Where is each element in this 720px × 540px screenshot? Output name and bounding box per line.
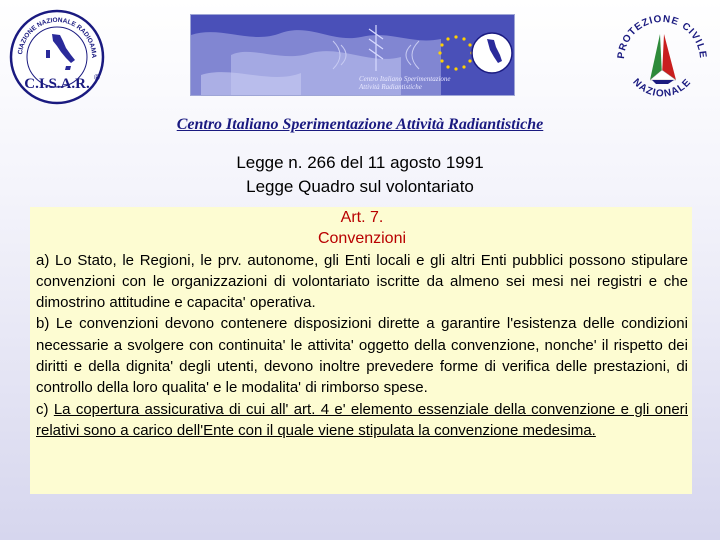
article-heading: Convenzioni [317,230,407,248]
banner-caption [359,75,509,91]
article-number: Art. 7. [340,209,384,226]
cisar-logo [8,8,106,106]
logo-text-bottom: NAZIONALE [630,76,694,100]
paragraph-b: b) Le convenzioni devono contenere disposizioni dirette a garantire l'esistenza delle condizioni necessarie a svolgere con continuita' le attivita' oggetto della convenzione, nonche' il rispetto dei diritti e della dignita' degli utenti, devono inoltre prevedere forme di verifica delle prestazioni, di controllo della loro qualita' e le modalita' di rimborso spese. [36,315,688,397]
svg-text:PROTEZIONE CIVILE [616,14,708,60]
cisar-ring-text: CIAZIONE NAZIONALE RADIOAMA [17,16,98,58]
law-title: Legge n. 266 del 11 agosto 1991 [236,153,484,172]
logo-text-top: PROTEZIONE CIVILE [615,13,709,60]
paragraph-c [36,399,688,442]
protezione-civile-emblem [612,10,712,106]
cisar-emblem [8,8,106,106]
banner-caption-line2: Attività Radiantistiche [359,83,422,91]
organization-title: Centro Italiano Sperimentazione Attività Radiantistiche [176,116,544,133]
article-box [30,207,692,494]
paragraph-a: a) Lo Stato, le Regioni, le prv. autonome, gli Enti locali e gli altri Enti pubblici possono stipulare convenzioni con le organizzazioni di volontariato iscritte da almeno sei mesi nei registri e che dimostrino attitudine e capacita' operativa. [36,251,688,312]
header-banner [190,14,515,96]
law-subtitle: Legge Quadro sul volontariato [246,177,474,196]
paragraph-c-label: c) [36,400,54,418]
banner-caption-line1: Centro Italiano Sperimentazione [359,75,451,83]
protezione-civile-logo [612,10,712,106]
paragraph-c-text: La copertura assicurativa di cui all' art. 4 e' elemento essenziale della convenzione e gli oneri relativi sono a carico dell'Ente con il quale viene stipulata la convenzione medesima. [36,400,688,439]
cisar-name: C.I.S.A.R. [24,76,90,92]
registered-mark: ® [94,73,100,82]
